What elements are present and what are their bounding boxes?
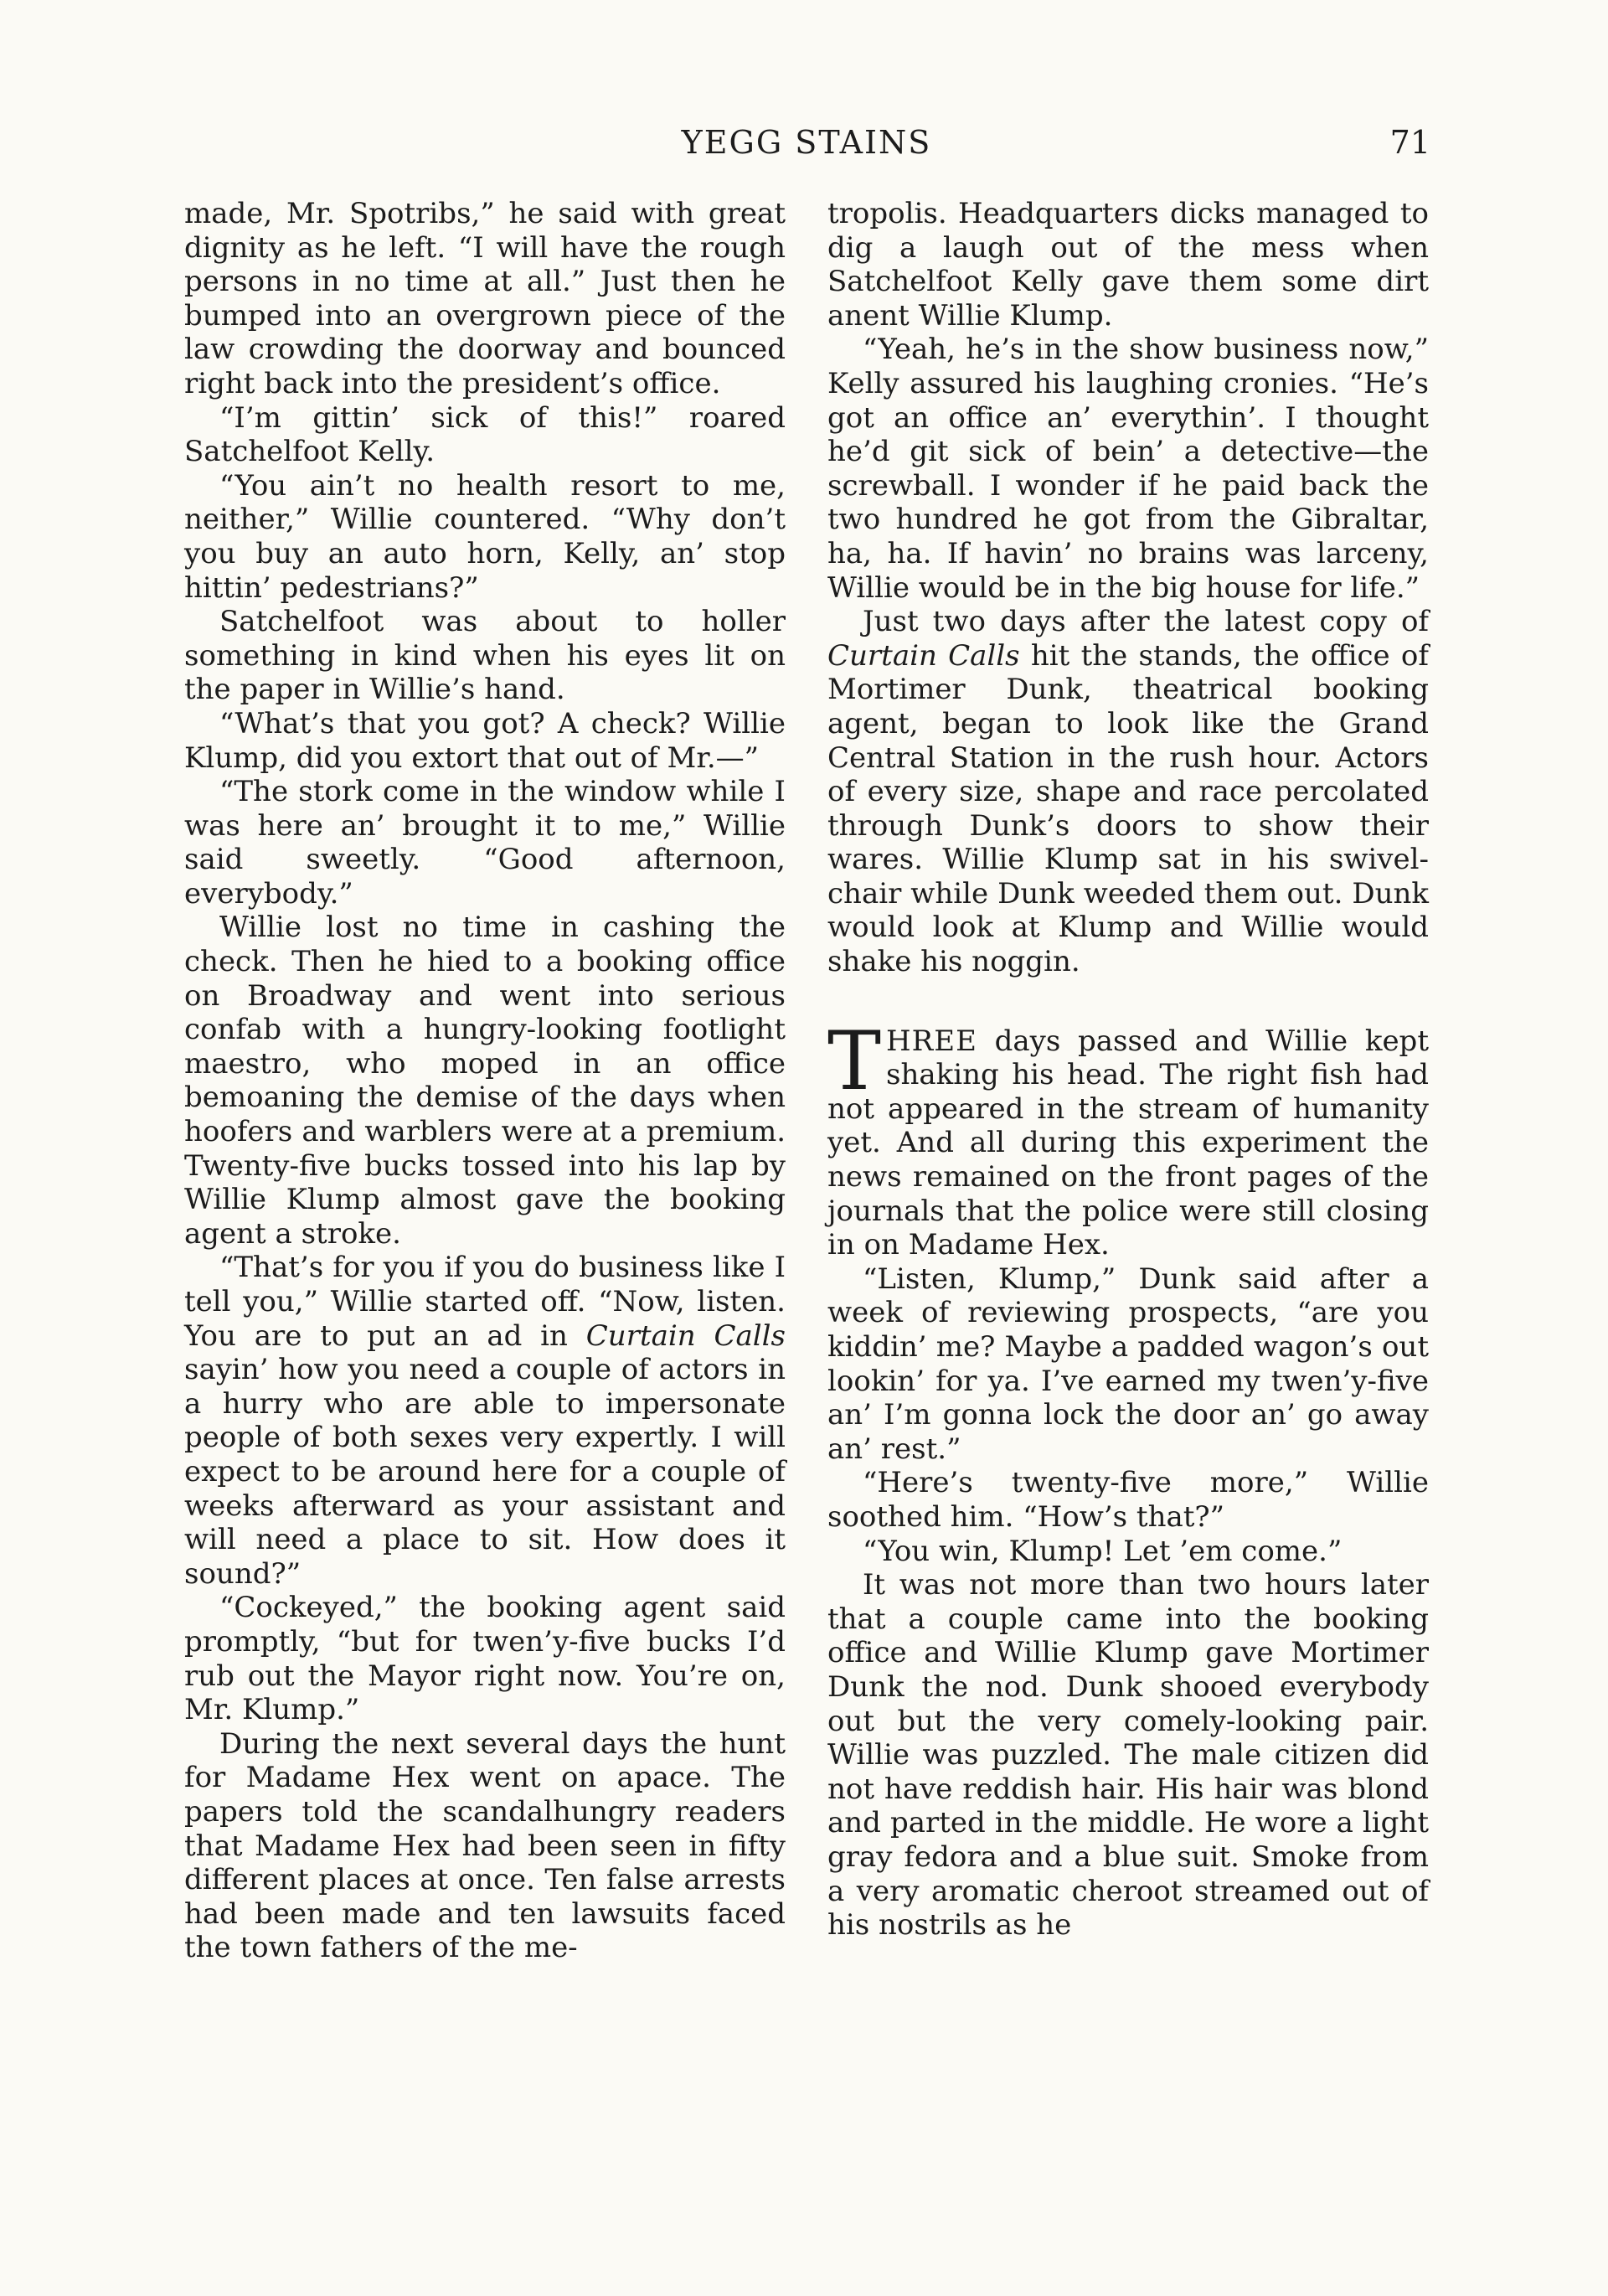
paragraph: “You win, Klump! Let ’em come.” — [863, 1534, 1343, 1568]
page-number: 71 — [1389, 124, 1430, 161]
paragraph: During the next several days the hunt for Madame Hex went on apace. The papers told the scandalhungry readers that Madame Hex had been seen in fifty different places at once. Ten false arrests had been made and ten lawsuits faced the town fathers of the me- — [184, 1726, 786, 1965]
paragraph-text: Just two days after the latest copy of — [863, 605, 1429, 639]
lead-word: HREE — [886, 1024, 977, 1058]
section-paragraph — [827, 1014, 1429, 1262]
paragraph: “What’s that you got? A check? Willie Klump, did you extort that out of Mr.—” — [184, 706, 786, 775]
paragraph: “I’m gittin’ sick of this!” roared Satchelfoot Kelly. — [184, 400, 786, 469]
drop-cap: T — [827, 1014, 882, 1108]
publication-title: Curtain Calls — [585, 1318, 786, 1353]
paragraph: tropolis. Headquarters dicks managed to dig a laugh out of the mess when Satchelfoot Kelly gave them some dirt anent Willie Klump. — [827, 197, 1429, 333]
paragraph: “Here’s twenty-five more,” Willie soothed him. “How’s that?” — [827, 1466, 1429, 1534]
paragraph-text: hit the stands, the office of Mortimer Dunk, theatrical booking agent, began to look like the Grand Central Station in the rush hour. Actors of every size, shape and race percolated through Dunk’s doors to show their wares. Willie Klump sat in his swivel-chair while Dunk weeded them out. Dunk would look at Klump and Willie would shake his noggin. — [827, 638, 1429, 979]
running-title: YEGG STAINS — [681, 124, 932, 161]
paragraph: It was not more than two hours later that a couple came into the booking office and Willie Klump gave Mortimer Dunk the nod. Dunk shooed everybody out but the very comely-looking pair. Willie was puzzled. The male citizen did not have reddish hair. His hair was blond and parted in the middle. He wore a light gray fedora and a blue suit. Smoke from a very aromatic cheroot streamed out of his nostrils as he — [827, 1568, 1429, 1943]
paragraph: “Listen, Klump,” Dunk said after a week of reviewing prospects, “are you kiddin’ me? Maybe a padded wagon’s out lookin’ for ya. I’ve earned my twen’y-five an’ I’m gonna lock the door an’ go away an’ rest.” — [827, 1262, 1429, 1466]
paragraph: “You ain’t no health resort to me, neither,” Willie countered. “Why don’t you buy an auto horn, Kelly, an’ stop hittin’ pedestrians?” — [184, 468, 786, 605]
paragraph-text: “That’s for you if you do business like I tell you,” Willie started off. “Now, listen. You are to put an ad in — [184, 1251, 786, 1353]
left-column — [184, 197, 786, 1965]
publication-title: Curtain Calls — [827, 638, 1020, 673]
page-header — [183, 119, 1430, 169]
paragraph — [827, 605, 1429, 979]
paragraph: “Cockeyed,” the booking agent said promptly, “but for twen’y-five bucks I’d rub out the Mayor right now. You’re on, Mr. Klump.” — [184, 1591, 786, 1727]
paragraph: “The stork come in the window while I was here an’ brought it to me,” Willie said sweetly. “Good afternoon, everybody.” — [184, 775, 786, 911]
paragraph: Willie lost no time in cashing the check. Then he hied to a booking office on Broadway and went into serious confab with a hungry-looking footlight maestro, who moped in an office bemoaning the demise of the days when hoofers and warblers were at a premium. Twenty-five bucks tossed into his lap by Willie Klump almost gave the booking agent a stroke. — [184, 911, 786, 1251]
paragraph — [184, 1251, 786, 1591]
paragraph: “Yeah, he’s in the show business now,” Kelly assured his laughing cronies. “He’s got an office an’ everythin’. I thought he’d git sick of bein’ a detective—the screwball. I wonder if he paid back the two hundred he got from the Gibraltar, ha, ha. If havin’ no brains was larceny, Willie would be in the big house for life.” — [827, 333, 1429, 605]
paragraph-text: sayin’ how you need a couple of actors in a hurry who are able to impersonate people of both sexes very expertly. I will expect to be around here for a couple of weeks afterward as your assistant and will need a place to sit. How does it sound?” — [184, 1353, 786, 1591]
right-column — [827, 197, 1429, 1943]
paragraph-text: days passed and Willie kept shaking his head. The right fish had not appeared in the stream of humanity yet. And all during this experiment the news remained on the front pages of the journals that the police were still closing in on Madame Hex. — [827, 1024, 1429, 1262]
paragraph: made, Mr. Spotribs,” he said with great dignity as he left. “I will have the rough persons in no time at all.” Just then he bumped into an overgrown piece of the law crowding the doorway and bounced right back into the president’s office. — [184, 197, 786, 400]
paragraph: Satchelfoot was about to holler something in kind when his eyes lit on the paper in Willie’s hand. — [184, 605, 786, 707]
